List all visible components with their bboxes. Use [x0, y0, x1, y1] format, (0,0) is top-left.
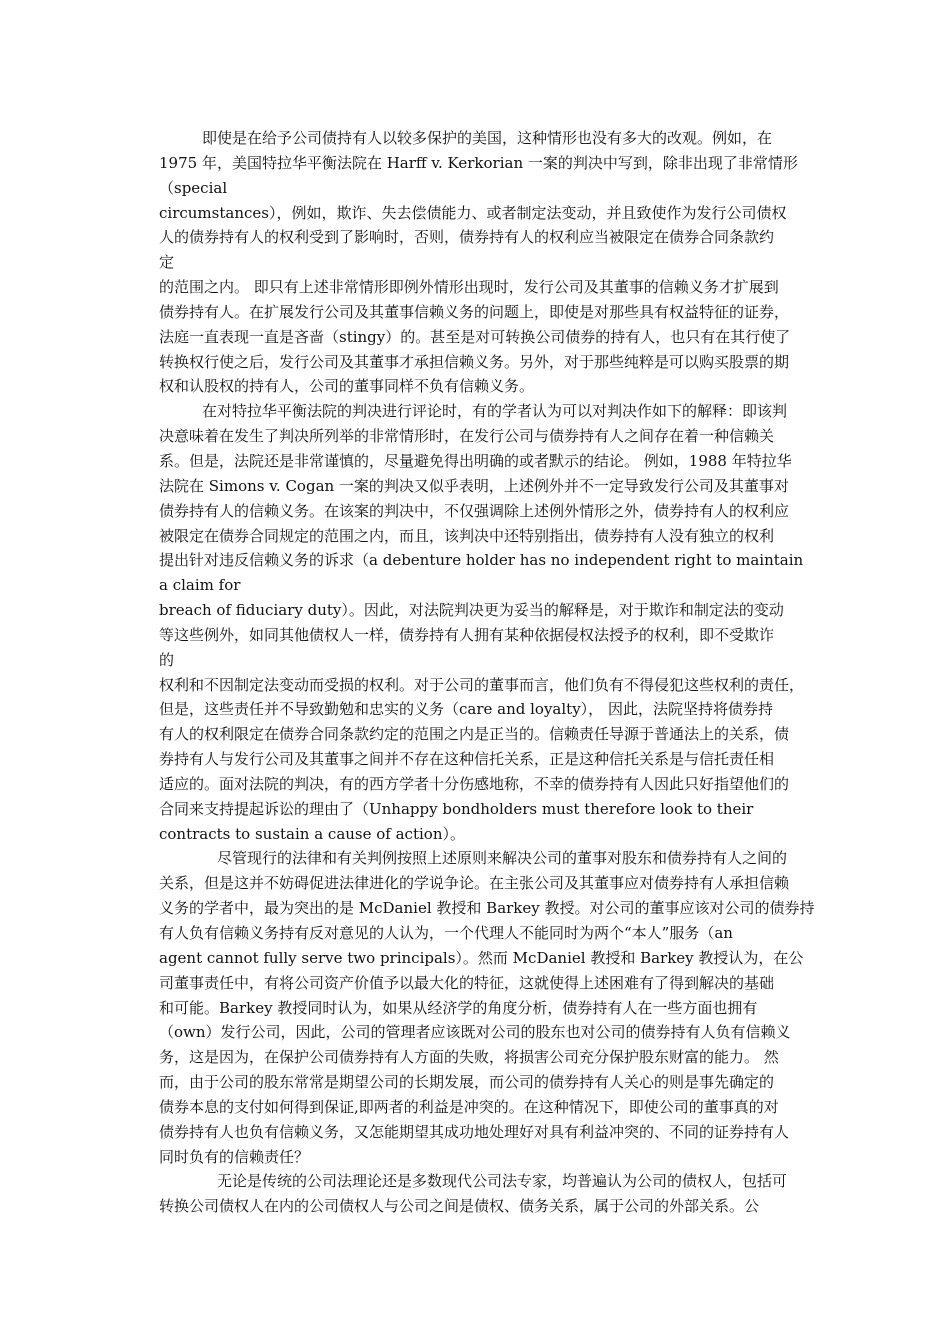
text-line: 法庭一直表现一直是吝啬（stingy）的。甚至是对可转换公司债券的持有人，也只有在其行使了	[159, 327, 791, 346]
text-line: 务，这是因为，在保护公司债券持有人方面的失败，将损害公司充分保护股东财富的能力。 然	[159, 1048, 779, 1067]
text-line: 的范围之内。 即只有上述非常情形即例外情形出现时，发行公司及其董事的信赖义务才扩展到	[159, 278, 779, 297]
text-line: 和可能。Barkey 教授同时认为，如果从经济学的角度分析，债券持有人在一些方面也拥有	[159, 998, 758, 1017]
text-line: 转换公司债权人在内的公司债权人与公司之间是债权、债务关系，属于公司的外部关系。公	[159, 1197, 760, 1216]
text-line: 司董事责任中，有将公司资产价值予以最大化的特征，这就使得上述困难有了得到解决的基础	[159, 973, 775, 992]
text-line: 关系，但是这并不妨碍促进法律进化的学说争论。在主张公司及其董事应对债券持有人承担信赖	[159, 874, 790, 893]
text-line: 决意味着在发生了判决所列举的非常情形时，在发行公司与债券持有人之间存在着一种信赖关	[159, 427, 775, 446]
text-line: （own）发行公司，因此，公司的管理者应该既对公司的股东也对公司的债券持有人负有信赖义	[159, 1023, 791, 1042]
text-line: 权和认股权的持有人，公司的董事同样不负有信赖义务。	[159, 377, 535, 396]
text-line: 提出针对违反信赖义务的诉求（a debenture holder has no independent right to maintain	[159, 551, 804, 570]
text-line: 义务的学者中，最为突出的是 McDaniel 教授和 Barkey 教授。对公司的董事应该对公司的债券持	[159, 899, 815, 918]
text-line: 有人负有信赖义务持有反对意见的人认为，一个代理人不能同时为两个“本人”服务（an	[159, 924, 733, 942]
text-line: 1975 年，美国特拉华平衡法院在 Harff v. Kerkorian 一案的判决中写到，除非出现了非常情形	[159, 153, 798, 172]
text-line: 同时负有的信赖责任？	[159, 1147, 310, 1166]
text-line: 无论是传统的公司法理论还是多数现代公司法专家，均普遍认为公司的债权人，包括可	[217, 1172, 788, 1191]
text-line: agent cannot fully serve two principals）。然而 McDaniel 教授和 Barkey 教授认为，在公	[159, 948, 804, 967]
text-line: 券持有人与发行公司及其董事之间并不存在这种信托关系，正是这种信托关系是与信托责任相	[159, 750, 775, 769]
text-line: 权利和不因制定法变动而受损的权利。对于公司的董事而言，他们负有不得侵犯这些权利的责任，	[159, 675, 805, 694]
text-line: 适应的。面对法院的判决，有的西方学者十分伤感地称，不幸的债券持有人因此只好指望他们的	[159, 774, 790, 793]
text-line: contracts to sustain a cause of action）。	[159, 824, 465, 843]
text-line: 转换权行使之后，发行公司及其董事才承担信赖义务。另外，对于那些纯粹是可以购买股票的期	[159, 352, 790, 371]
text-line: circumstances），例如，欺诈、失去偿债能力、或者制定法变动，并且致使作为发行公司债权	[159, 203, 787, 222]
text-line: 债券持有人也负有信赖义务，又怎能期望其成功地处理好对具有利益冲突的、不同的证券持有人	[159, 1122, 790, 1141]
text-line: （special	[159, 178, 228, 197]
text-line: a claim for	[159, 576, 241, 595]
text-line: 但是，这些责任并不导致勤勉和忠实的义务（care and loyalty）， 因此，法院坚持将债券持	[159, 700, 773, 719]
text-line: 尽管现行的法律和有关判例按照上述原则来解决公司的董事对股东和债券持有人之间的	[217, 849, 788, 868]
text-line: 即使是在给予公司债持有人以较多保护的美国，这种情形也没有多大的改观。例如，在	[202, 129, 773, 147]
text-line: 合同来支持提起诉讼的理由了（Unhappy bondholders must therefore look to their	[159, 799, 754, 818]
text-line: 被限定在债券合同规定的范围之内，而且，该判决中还特别指出，债券持有人没有独立的权利	[159, 526, 775, 545]
text-line: 在对特拉华平衡法院的判决进行评论时，有的学者认为可以对判决作如下的解释：即该判	[202, 402, 788, 421]
text-line: 人的债券持有人的权利受到了影响时，否则，债券持有人的权利应当被限定在债券合同条款约	[159, 228, 775, 247]
text-line: 系。但是，法院还是非常谨慎的，尽量避免得出明确的或者默示的结论。 例如，1988 年特拉华	[159, 451, 792, 470]
text-line: 债券持有人的信赖义务。在该案的判决中，不仅强调除上述例外情形之外，债券持有人的权利应	[159, 501, 790, 520]
text-line: 有人的权利限定在债券合同条款约定的范围之内是正当的。信赖责任导源于普通法上的关系，债	[159, 725, 790, 744]
text-line: 法院在 Simons v. Cogan 一案的判决又似乎表明，上述例外并不一定导致发行公司及其董事对	[159, 476, 789, 495]
text-line: 定	[159, 253, 175, 272]
body-text	[159, 126, 871, 1219]
text-line: breach of fiduciary duty）。因此，对法院判决更为妥当的解释是，对于欺诈和制定法的变动	[159, 601, 784, 620]
text-line: 等这些例外，如同其他债权人一样，债券持有人拥有某种依据侵权法授予的权利，即不受欺诈	[159, 625, 775, 644]
text-line: 而，由于公司的股东常常是期望公司的长期发展，而公司的债券持有人关心的则是事先确定的	[159, 1073, 775, 1092]
text-line: 的	[159, 650, 175, 669]
text-line: 债券本息的支付如何得到保证,即两者的利益是冲突的。在这种情况下，即使公司的董事真的对	[159, 1097, 779, 1116]
text-line: 债券持有人。在扩展发行公司及其董事信赖义务的问题上，即使是对那些具有权益特征的证券，	[159, 302, 790, 321]
